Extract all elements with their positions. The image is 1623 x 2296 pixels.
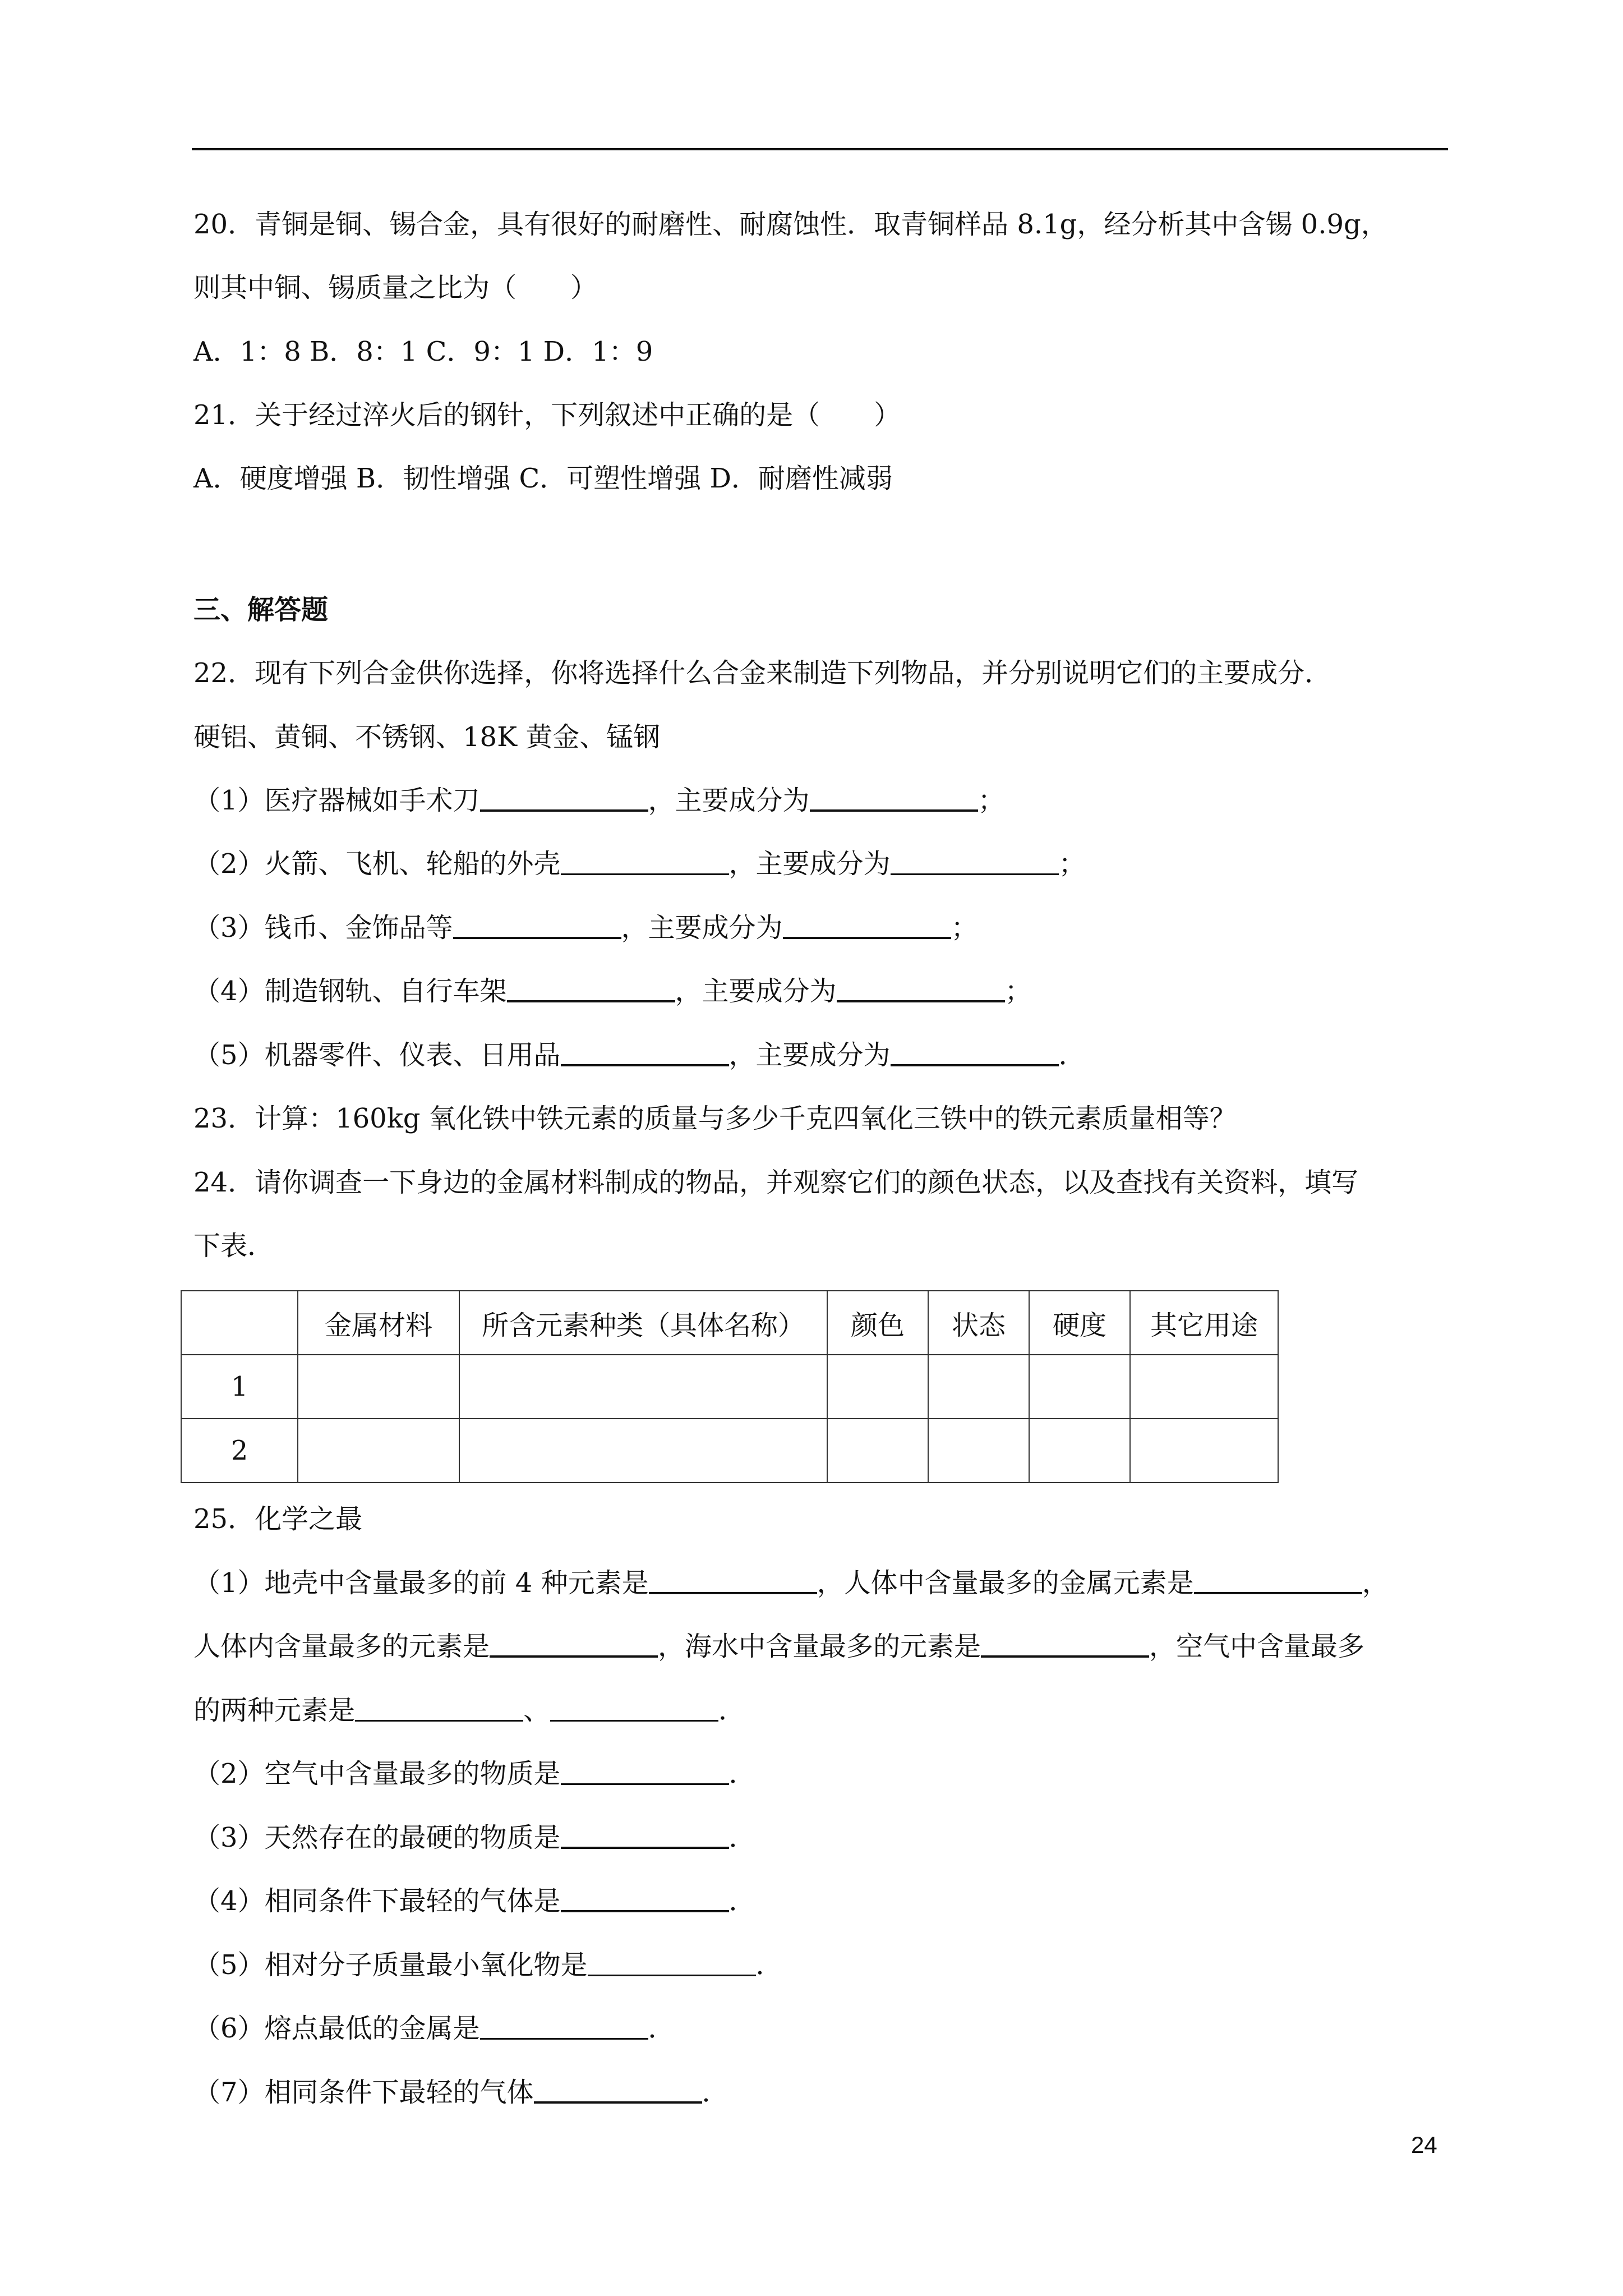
q22-item-4-text: （4）制造钢轨、自行车架 <box>193 976 507 1007</box>
q22-item-5-end: ． <box>1058 1039 1086 1071</box>
answer-blank[interactable] <box>810 788 978 812</box>
table-cell[interactable] <box>1130 1419 1278 1483</box>
table-cell[interactable] <box>298 1355 459 1419</box>
table-cell[interactable] <box>827 1419 928 1483</box>
table-cell[interactable] <box>928 1355 1029 1419</box>
answer-blank[interactable] <box>480 2017 648 2040</box>
q22-item-1-end: ； <box>978 785 1005 816</box>
answer-blank[interactable] <box>561 852 729 875</box>
table-cell[interactable] <box>928 1419 1029 1483</box>
q25-item-7 <box>193 2076 729 2109</box>
q22-item-5-text: （5）机器零件、仪表、日用品 <box>193 1039 561 1071</box>
q25-item-5-end: ． <box>755 1949 783 1981</box>
q25-item-7-text: （7）相同条件下最轻的气体 <box>193 2077 534 2108</box>
q22-item-2 <box>193 847 1086 881</box>
q25-title: 25．化学之最 <box>193 1503 363 1535</box>
q22-item-3 <box>193 911 978 945</box>
q24-stem-line1: 24．请你调查一下身边的金属材料制成的物品，并观察它们的颜色状态，以及查找有关资料，填写 <box>193 1167 1359 1198</box>
q22-item-4-end: ； <box>1004 976 1032 1007</box>
q22-item-2-end: ； <box>1058 848 1086 880</box>
q24-stem-line2: 下表． <box>193 1230 275 1262</box>
q25-item-4-text: （4）相同条件下最轻的气体是 <box>193 1885 561 1917</box>
answer-blank[interactable] <box>1194 1571 1362 1594</box>
q25-item-6-text: （6）熔点最低的金属是 <box>193 2013 480 2044</box>
q20-options: A．1：8 B．8：1 C．9：1 D．1：9 <box>193 336 653 367</box>
table-header-cell: 所含元素种类（具体名称） <box>459 1291 827 1355</box>
q23-text: 23．计算：160kg 氧化铁中铁元素的质量与多少千克四氧化三铁中的铁元素质量相等？ <box>193 1103 1237 1134</box>
q21-stem: 21．关于经过淬火后的钢针，下列叙述中正确的是（ ） <box>193 399 901 431</box>
answer-blank[interactable] <box>534 2080 702 2104</box>
q25-item-3-text: （3）天然存在的最硬的物质是 <box>193 1822 561 1853</box>
table-cell[interactable] <box>459 1419 827 1483</box>
table-cell: 1 <box>181 1355 298 1419</box>
answer-blank[interactable] <box>355 1699 523 1722</box>
answer-blank[interactable] <box>561 1825 729 1849</box>
answer-blank[interactable] <box>561 1043 729 1066</box>
answer-blank[interactable] <box>550 1699 718 1722</box>
table-header-cell: 金属材料 <box>298 1291 459 1355</box>
q22-item-5-mid: ，主要成分为 <box>728 1039 891 1071</box>
q22-item-3-end: ； <box>951 912 978 944</box>
q22-item-3-text: （3）钱币、金饰品等 <box>193 912 453 944</box>
q25-item-2-end: ． <box>728 1758 756 1789</box>
q25-item-2-text: （2）空气中含量最多的物质是 <box>193 1758 561 1789</box>
q25-p2b: ，海水中含量最多的元素是 <box>658 1631 981 1662</box>
page-number: 24 <box>1411 2132 1437 2158</box>
answer-blank[interactable] <box>837 979 1005 1002</box>
q25-item-4 <box>193 1884 756 1918</box>
q20-stem-line2: 则其中铜、锡质量之比为（ ） <box>193 272 598 303</box>
q25-p3c: ． <box>718 1695 746 1726</box>
table-header-cell <box>181 1291 298 1355</box>
header-rule <box>192 148 1448 150</box>
answer-blank[interactable] <box>783 915 951 939</box>
q22-item-1 <box>193 784 1005 817</box>
answer-blank[interactable] <box>561 1762 729 1785</box>
q25-p1a: （1）地壳中含量最多的前 4 种元素是 <box>193 1567 649 1599</box>
metal-survey-table <box>181 1290 1279 1483</box>
q25-p1b: ，人体中含量最多的金属元素是 <box>817 1567 1194 1599</box>
table-header-row <box>181 1291 1278 1355</box>
q25-item-6-end: ． <box>648 2013 675 2044</box>
answer-blank[interactable] <box>891 1043 1059 1066</box>
q25-p2a: 人体内含量最多的元素是 <box>193 1631 490 1662</box>
answer-blank[interactable] <box>588 1953 756 1976</box>
table-header-cell: 其它用途 <box>1130 1291 1278 1355</box>
q22-item-2-mid: ，主要成分为 <box>728 848 891 880</box>
q22-item-2-text: （2）火箭、飞机、轮船的外壳 <box>193 848 561 880</box>
answer-blank[interactable] <box>490 1634 658 1658</box>
table-cell[interactable] <box>459 1355 827 1419</box>
answer-blank[interactable] <box>561 1889 729 1912</box>
q25-part1-line1 <box>193 1566 1389 1600</box>
q25-p2c: ，空气中含量最多 <box>1149 1631 1365 1662</box>
q25-p3b: 、 <box>523 1695 551 1726</box>
q25-item-2 <box>193 1757 756 1791</box>
answer-blank[interactable] <box>507 979 675 1002</box>
q25-item-6 <box>193 2012 675 2045</box>
section-title: 三、解答题 <box>193 594 329 625</box>
answer-blank[interactable] <box>891 852 1059 875</box>
table-cell[interactable] <box>827 1355 928 1419</box>
table-row <box>181 1355 1278 1419</box>
table-cell[interactable] <box>1029 1419 1130 1483</box>
answer-blank[interactable] <box>453 915 621 939</box>
q22-stem: 22．现有下列合金供你选择，你将选择什么合金来制造下列物品，并分别说明它们的主要成分． <box>193 657 1332 689</box>
table-cell: 2 <box>181 1419 298 1483</box>
q22-item-3-mid: ，主要成分为 <box>621 912 783 944</box>
q25-item-3-end: ． <box>728 1822 756 1853</box>
q25-item-5 <box>193 1948 783 1982</box>
table-row <box>181 1419 1278 1483</box>
q25-item-5-text: （5）相对分子质量最小氧化物是 <box>193 1949 588 1981</box>
q22-alloy-list: 硬铝、黄铜、不锈钢、18K 黄金、锰钢 <box>193 721 661 753</box>
q25-part1-line2 <box>193 1630 1364 1663</box>
q22-item-5 <box>193 1038 1086 1072</box>
q25-item-3 <box>193 1821 756 1855</box>
q25-item-7-end: ． <box>702 2077 729 2108</box>
q22-item-4 <box>193 974 1032 1008</box>
table-header-cell: 状态 <box>928 1291 1029 1355</box>
table-cell[interactable] <box>1029 1355 1130 1419</box>
q22-item-4-mid: ，主要成分为 <box>675 976 837 1007</box>
q25-p1c: ， <box>1362 1567 1389 1599</box>
table-cell[interactable] <box>298 1419 459 1483</box>
answer-blank[interactable] <box>480 788 648 812</box>
q25-p3a: 的两种元素是 <box>193 1695 356 1726</box>
answer-blank[interactable] <box>981 1634 1149 1658</box>
table-header-cell: 颜色 <box>827 1291 928 1355</box>
q22-item-1-mid: ，主要成分为 <box>648 785 810 816</box>
q20-stem-line1: 20．青铜是铜、锡合金，具有很好的耐磨性、耐腐蚀性．取青铜样品 8.1g，经分析其中含锡 0.9g， <box>193 209 1388 240</box>
answer-blank[interactable] <box>649 1571 817 1594</box>
q25-item-4-end: ． <box>728 1885 756 1917</box>
table-cell[interactable] <box>1130 1355 1278 1419</box>
q22-item-1-text: （1）医疗器械如手术刀 <box>193 785 480 816</box>
q25-part1-line3 <box>193 1694 745 1727</box>
table-header-cell: 硬度 <box>1029 1291 1130 1355</box>
q21-options: A．硬度增强 B．韧性增强 C．可塑性增强 D．耐磨性减弱 <box>193 463 893 494</box>
